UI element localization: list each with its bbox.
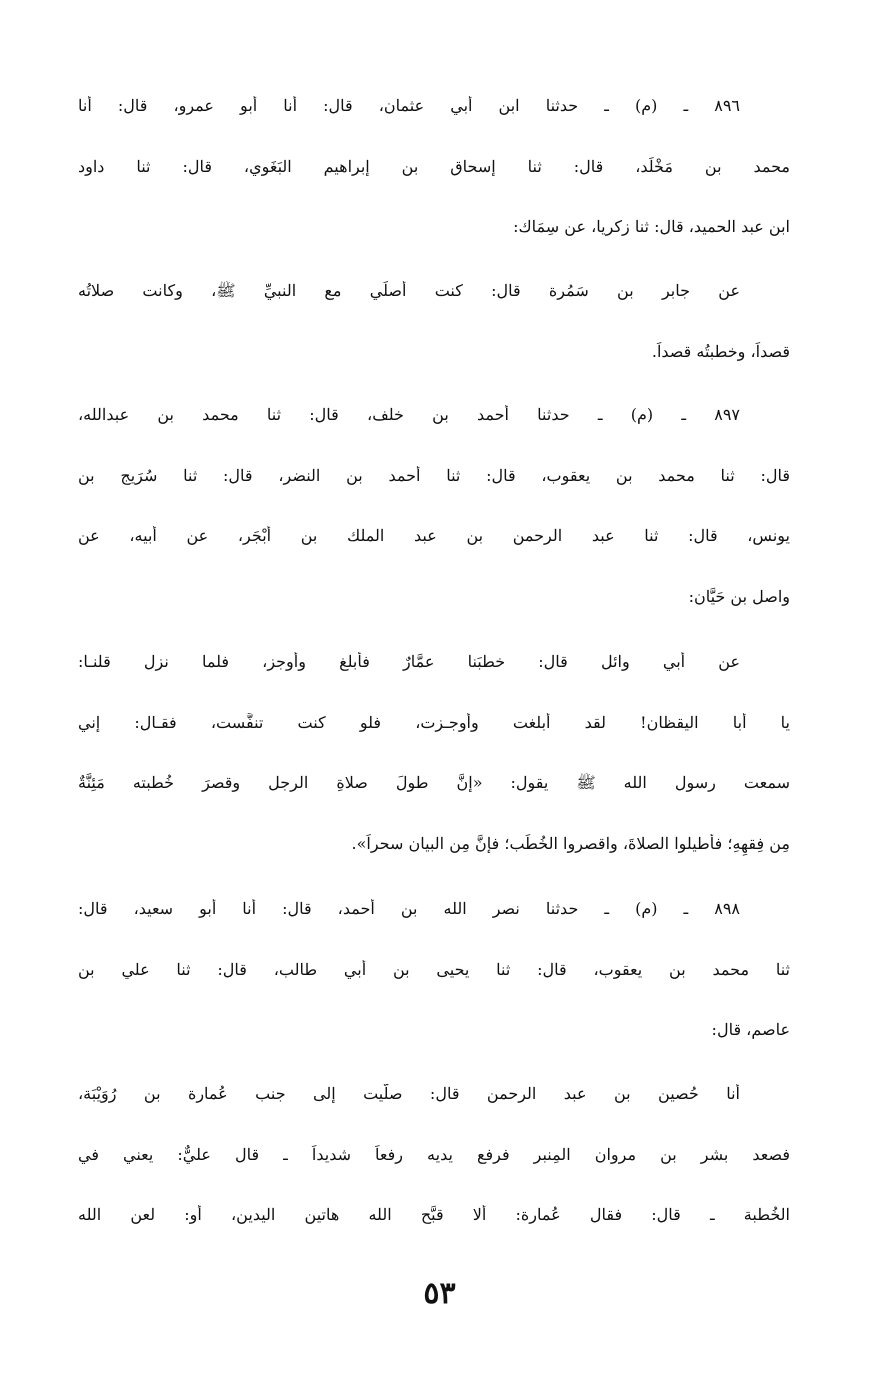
text-line: ٨٩٨ ـ (م) ـ حدثنا نصر الله بن أحمد، قال: أنا أبو سعيد، قال: [78, 899, 740, 918]
text-line: فصعد بشر بن مروان المِنبر فرفع يديه رفعاً شديداً ـ قال عليٌّ: يعني في [78, 1144, 790, 1164]
text-line: سمعت رسول الله ﷺ يقول: «إنَّ طولَ صلاةِ الرجل وقصرَ خُطبته مَئِنَّةٌ [78, 773, 790, 792]
text-line: ٨٩٧ ـ (م) ـ حدثنا أحمد بن خلف، قال: ثنا محمد بن عبدالله، [78, 405, 740, 424]
paragraph-897-isnad [78, 405, 790, 647]
text-line: مِن فِقهِهِ؛ فأطيلوا الصلاةَ، واقصروا الخُطَب؛ فإنَّ مِن البيان سحراً». [351, 833, 790, 853]
text-line: الخُطبة ـ قال: فقال عُمارة: ألا قبَّح الله هاتين اليدين، أو: لعن الله [78, 1205, 790, 1224]
paragraph-897-matn [78, 652, 790, 894]
text-line: يونس، قال: ثنا عبد الرحمن بن عبد الملك بن أَبْجَر، عن أبيه، عن [78, 526, 790, 545]
paragraph-896-isnad [78, 96, 790, 278]
text-line: قال: ثنا محمد بن يعقوب، قال: ثنا أحمد بن النضر، قال: ثنا سُرَيج بن [78, 465, 790, 485]
text-line: ٨٩٦ ـ (م) ـ حدثنا ابن أبي عثمان، قال: أنا أبو عمرو، قال: أنا [78, 96, 741, 115]
text-line: واصل بن حَيَّان: [688, 586, 790, 606]
paragraph-898-isnad [78, 899, 790, 1081]
text-line: ثنا محمد بن يعقوب، قال: ثنا يحيى بن أبي طالب، قال: ثنا علي بن [78, 959, 790, 979]
text-line: عاصم، قال: [711, 1020, 790, 1039]
text-line: محمد بن مَخْلَد، قال: ثنا إسحاق بن إبراهيم البَغَوي، قال: ثنا داود [78, 156, 790, 176]
text-line: أنا حُصين بن عبد الرحمن قال: صلَّيت إلى جنب عُمارة بن رُوَيْبَة، [78, 1084, 740, 1103]
paragraph-896-matn [78, 281, 790, 402]
page-number: ٥٣ [423, 1276, 456, 1311]
text-line: ابن عبد الحميد، قال: ثنا زكريا، عن سِمَاك: [513, 217, 790, 236]
paragraph-898-matn [78, 1084, 790, 1266]
text-line: يا أبا اليقظان! لقد أبلغت وأوجـزت، فلو كنت تنفَّست، فقـال: إني [78, 712, 790, 732]
text-line: عن أبي وائل قال: خطبَنا عمَّارٌ فأبلغ وأوجز، فلما نزل قلنـا: [78, 652, 740, 671]
text-line: عن جابر بن سَمُرة قال: كنت أصلِّي مع النبيِّ ﷺ، وكانت صلاتُه [78, 281, 741, 300]
text-line: قصداً، وخطبتُه قصداً. [651, 341, 790, 361]
